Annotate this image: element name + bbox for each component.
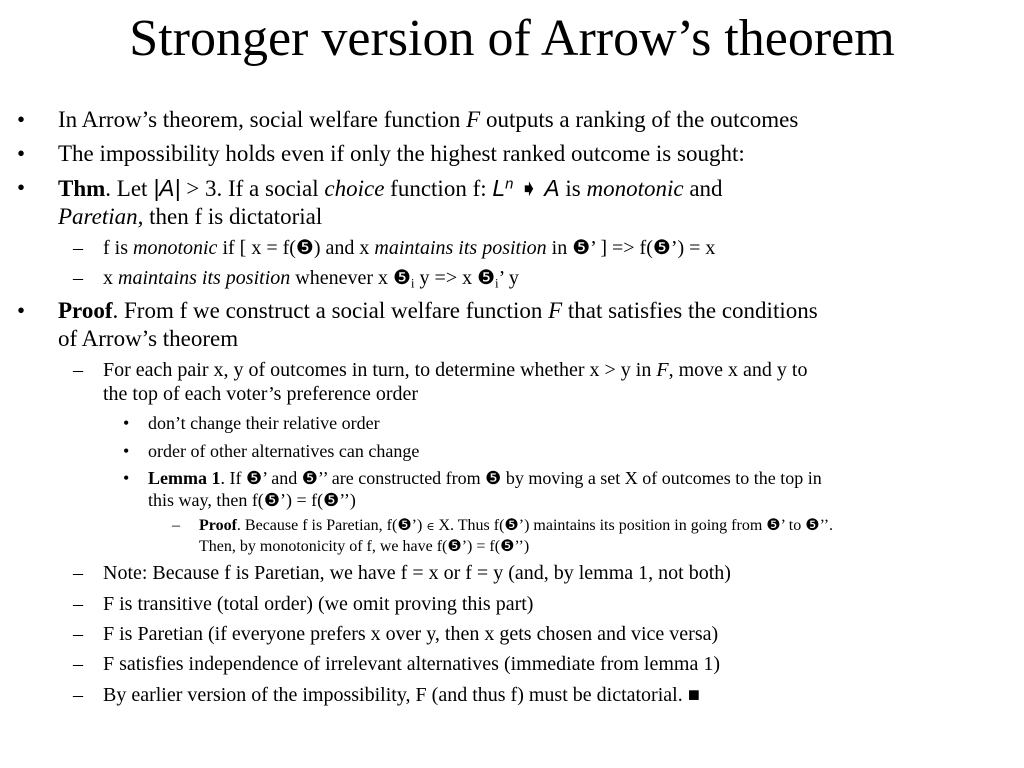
bullet-marker: •: [123, 468, 130, 488]
bullet-arrow-theorem: • In Arrow’s theorem, social welfare function F outputs a ranking of the outcomes: [17, 107, 799, 132]
bullet-marker: •: [17, 107, 26, 132]
dash-marker: –: [73, 359, 83, 381]
dash-marker: –: [73, 653, 83, 675]
profile-symbol: ❺: [652, 237, 671, 259]
profile-symbol: ❺: [477, 267, 496, 289]
slide-title: Stronger version of Arrow’s theorem: [129, 10, 895, 67]
bullet-theorem: • Thm. Let |A| > 3. If a social choice function f: $L^n$ ➧ A is monotonic and Paretian, then f is dictatorial: [17, 175, 723, 229]
profile-symbol: ❺: [392, 267, 411, 289]
profile-symbol: ❺: [245, 468, 263, 488]
dash-marker: –: [73, 237, 83, 259]
profile-symbol: ❺: [263, 490, 280, 510]
element-of-symbol: ∈: [426, 521, 435, 533]
arrow-icon: ➧: [519, 176, 539, 201]
profile-symbol: ❺: [323, 490, 340, 510]
dash-marker: –: [73, 267, 83, 289]
dash-marker: –: [73, 562, 83, 584]
sub-transitive: – F is transitive (total order) (we omit proving this part): [73, 593, 534, 615]
subsub-relative-order: • don’t change their relative order: [123, 413, 380, 433]
bullet-marker: •: [17, 175, 26, 200]
profile-symbol: ❺: [572, 237, 591, 259]
bullet-marker: •: [123, 413, 130, 433]
profile-symbol: ❺: [485, 468, 502, 488]
bullet-proof: • Proof. From f we construct a social welfare function F that satisfies the conditions of Arrow’s theorem: [17, 298, 818, 351]
lemma-proof: – Proof. Because f is Paretian, f(❺’) ∈ X. Thus f(❺’) maintains its position in going from ❺’ to ❺’’. Then, by monotonicity of f, we have f(❺’) = f(❺’’): [172, 517, 834, 555]
sub-maintains-position: – x maintains its position whenever x $❺_i$ y => x $❺_i$’ y: [73, 267, 519, 291]
qed-square-icon: ■: [687, 684, 700, 706]
sub-note-paretian: – Note: Because f is Paretian, we have f = x or f = y (and, by lemma 1, not both): [73, 562, 731, 584]
bullet-marker: •: [123, 441, 130, 461]
dash-marker: –: [73, 593, 83, 615]
profile-symbol: ❺: [805, 517, 820, 534]
sub-F-paretian: – F is Paretian (if everyone prefers x over y, then x gets chosen and vice versa): [73, 623, 719, 645]
sub-monotonic-definition: – f is monotonic if [ x = f(❺) and x maintains its position in ❺’ ] => f(❺’) = x: [73, 237, 716, 259]
dash-marker: –: [73, 684, 83, 706]
profile-symbol: ❺: [301, 468, 318, 488]
profile-symbol: ❺: [766, 517, 781, 534]
profile-symbol: ❺: [504, 517, 519, 534]
sub-dictatorial: – By earlier version of the impossibility, F (and thus f) must be dictatorial. ■: [73, 684, 700, 706]
dash-marker: –: [172, 517, 180, 534]
dash-marker: –: [73, 623, 83, 645]
profile-symbol: ❺: [500, 538, 515, 555]
bullet-marker: •: [17, 298, 26, 323]
profile-symbol: ❺: [397, 517, 412, 534]
sub-each-pair: – For each pair x, y of outcomes in turn, to determine whether x > y in F, move x and y to the top of each voter’s preference order: [73, 359, 808, 405]
bullet-impossibility: • The impossibility holds even if only the highest ranked outcome is sought:: [17, 141, 745, 166]
sub-iia: – F satisfies independence of irrelevant alternatives (immediate from lemma 1): [73, 653, 720, 675]
subsub-lemma-1: • Lemma 1. If ❺’ and ❺’’ are constructed from ❺ by moving a set X of outcomes to the top in this way, then f(❺’) = f(❺’’): [123, 468, 822, 510]
subsub-other-alternatives: • order of other alternatives can change: [123, 441, 420, 461]
profile-symbol: ❺: [447, 538, 462, 555]
bullet-marker: •: [17, 141, 26, 166]
profile-symbol: ❺: [295, 237, 314, 259]
